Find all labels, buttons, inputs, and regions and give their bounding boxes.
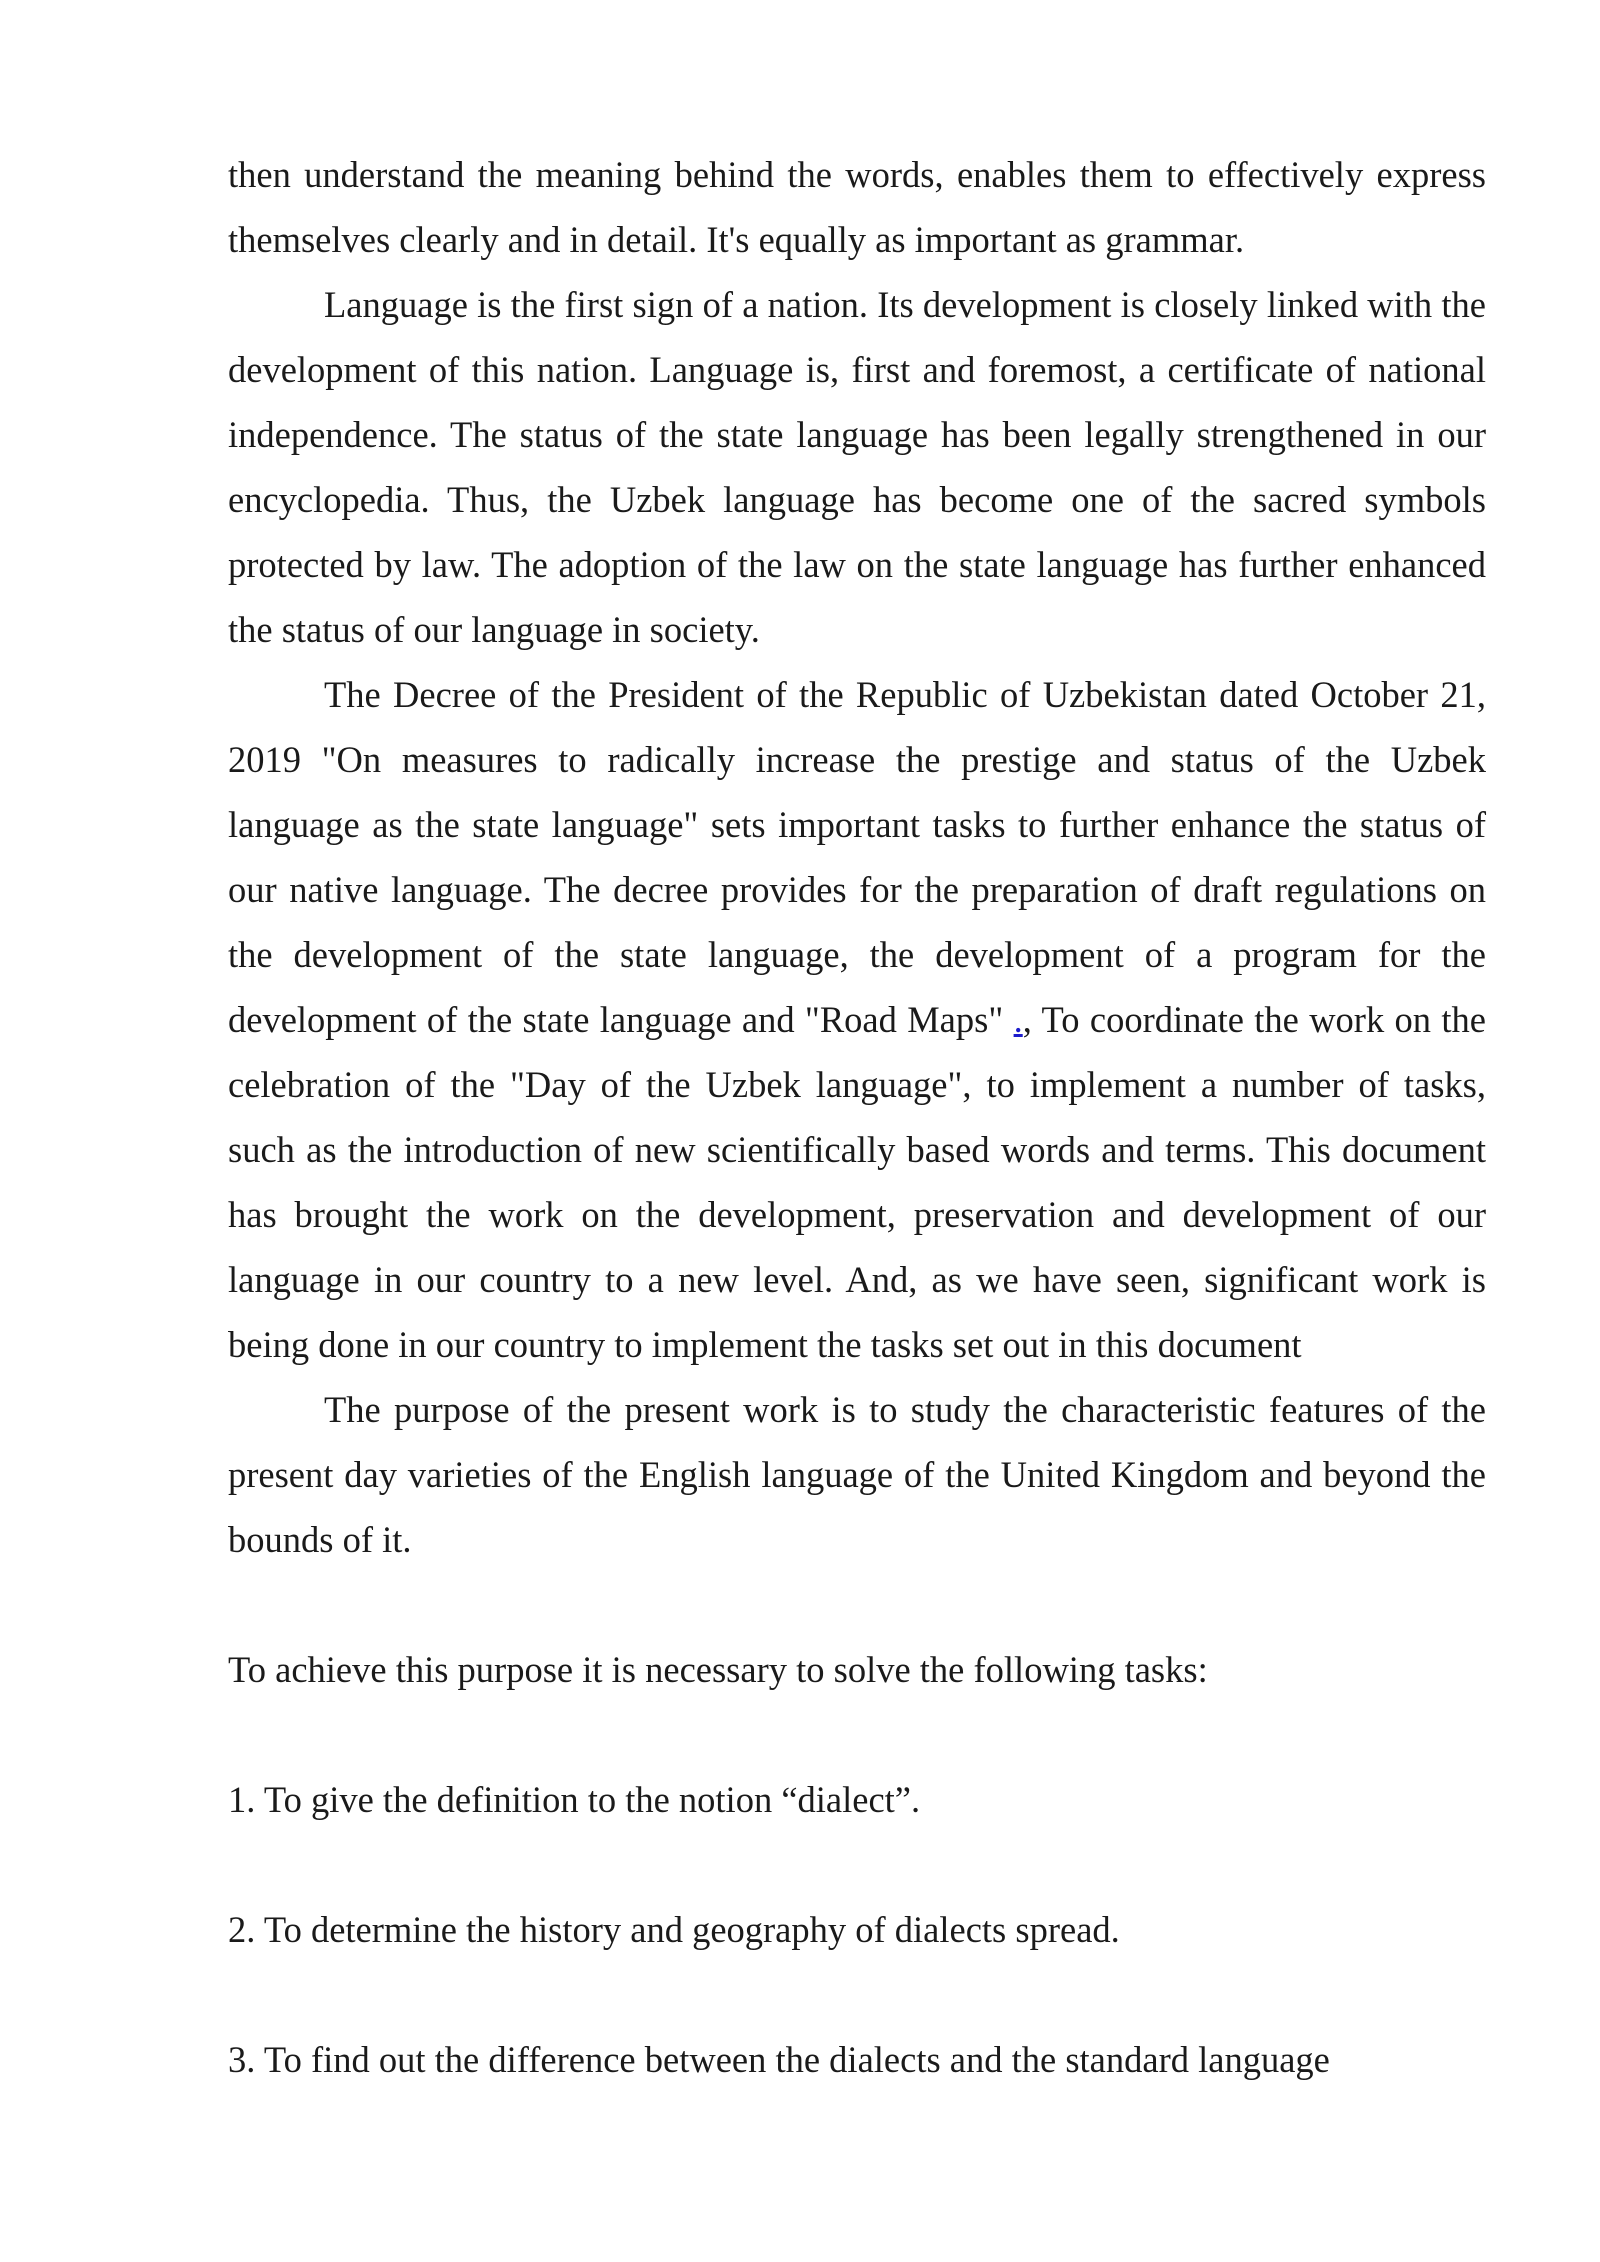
task-item-1: 1. To give the definition to the notion “dialect”. xyxy=(228,1779,921,1820)
paragraph-purpose: The purpose of the present work is to study the characteristic features of the present day varieties of the English language of the United Kingdom and beyond the bounds of it. xyxy=(228,1389,1486,1560)
decree-text-before-link: The Decree of the President of the Republic of Uzbekistan dated October 21, 2019 "On measures to radically increase the prestige and status of the Uzbek language as the state language" sets important tasks to further enhance the status of our native language. The decree provides for the preparation of draft regulations on the development of the state language, the development of a program for the development of the state language and "Road Maps" xyxy=(228,674,1486,1040)
tasks-intro: To achieve this purpose it is necessary to solve the following tasks: xyxy=(228,1649,1208,1690)
paragraph-presidential-decree xyxy=(228,662,1486,1377)
document-body xyxy=(228,142,1486,2092)
paragraph-language-nation: Language is the first sign of a nation. Its development is closely linked with the development of this nation. Language is, first and foremost, a certificate of national independence. The status of the state language has been legally strengthened in our encyclopedia. Thus, the Uzbek language has become one of the sacred symbols protected by law. The adoption of the law on the state language has further enhanced the status of our language in society. xyxy=(228,284,1486,650)
footnote-link[interactable]: . xyxy=(1013,999,1023,1040)
decree-text-after-link: , To coordinate the work on the celebration of the "Day of the Uzbek language", to implement a number of tasks, such as the introduction of new scientifically based words and terms. This document has brought the work on the development, preservation and development of our language in our country to a new level. And, as we have seen, significant work is being done in our country to implement the tasks set out in this document xyxy=(228,999,1486,1365)
task-item-2: 2. To determine the history and geography of dialects spread. xyxy=(228,1909,1120,1950)
task-item-3: 3. To find out the difference between the dialects and the standard language xyxy=(228,2039,1330,2080)
paragraph-continuation: then understand the meaning behind the words, enables them to effectively express themselves clearly and in detail. It's equally as important as grammar. xyxy=(228,154,1486,260)
